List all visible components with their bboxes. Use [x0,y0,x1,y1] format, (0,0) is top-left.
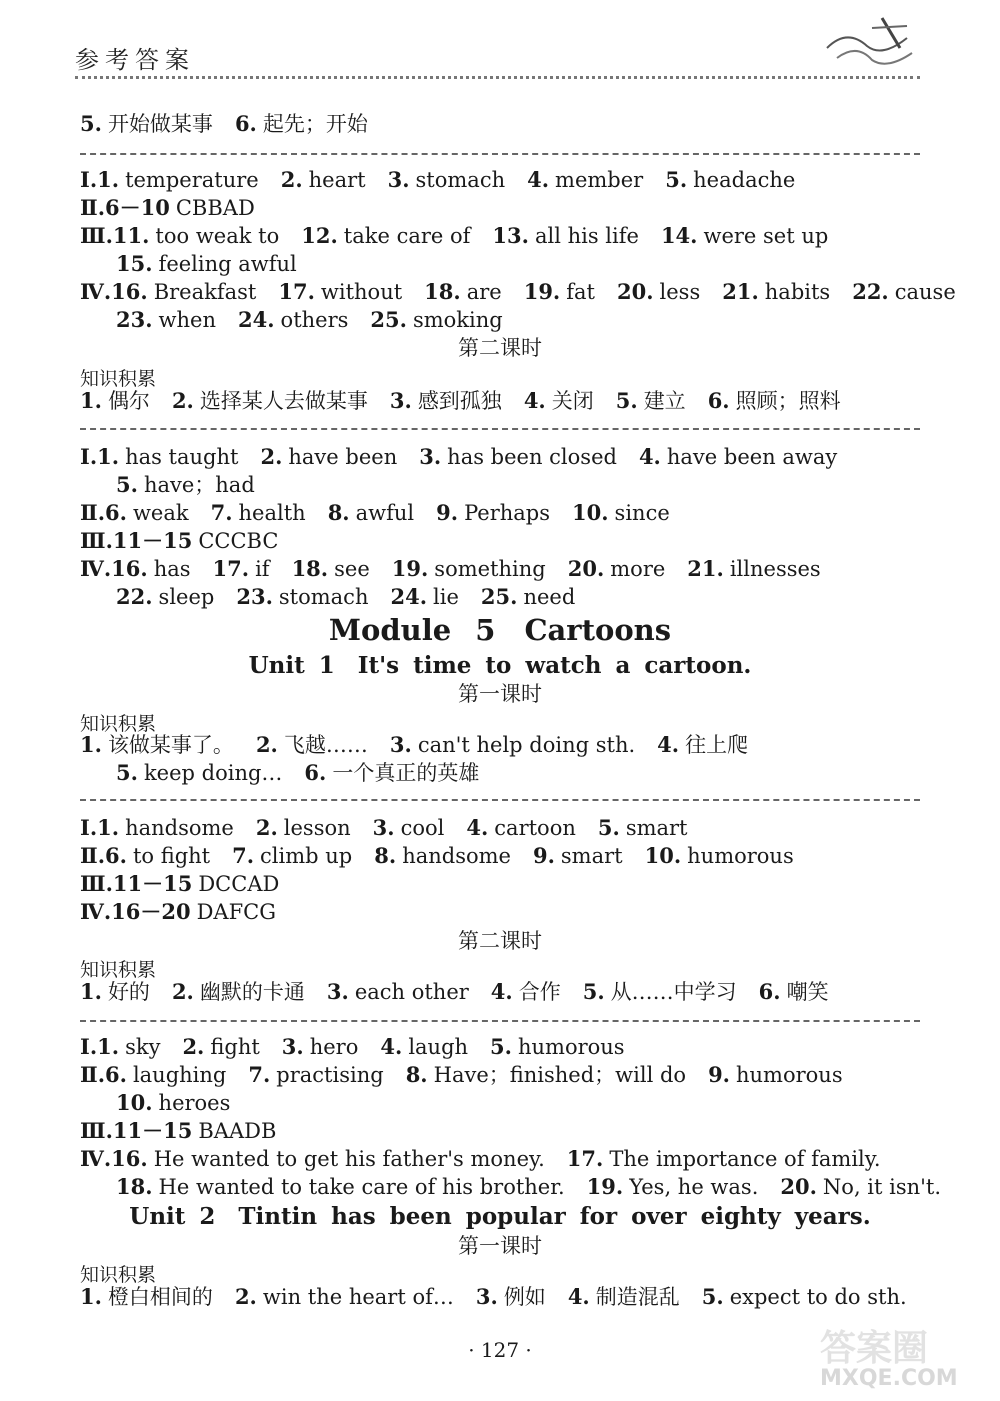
question-number: 25. [480,584,518,609]
unit-title: Unit 2 Tintin has been popular for over eighty years. [129,1203,871,1230]
answer-text: laugh [408,1035,469,1059]
question-number: 2. [280,167,303,192]
answer-text: BAADB [198,1119,277,1143]
question-number: Ⅳ.16. [80,556,148,581]
question-number: Ⅰ.1. [80,1034,120,1059]
answer-line [80,898,920,926]
answer-text: smart [560,844,623,868]
answer-text: handsome [125,816,234,840]
dashed-divider [80,153,920,155]
page-header-title: 参考答案 [75,46,195,74]
answer-text: 合作 [518,980,561,1004]
question-number: 1. [80,979,102,1004]
answer-text: fat [566,280,595,304]
answer-text: Breakfast [153,280,257,304]
question-number: 4. [466,815,489,840]
answer-text: 照顾；照料 [735,389,841,413]
question-number: 4. [523,388,546,413]
answer-text: too weak to [155,224,280,248]
answer-text: habits [764,280,831,304]
question-number: 22. [852,279,889,304]
answer-line [80,1173,942,1201]
answer-text: practising [276,1063,384,1087]
answer-text: have been away [666,445,838,469]
answer-text: since [614,501,670,525]
question-number: 7. [248,1062,271,1087]
answer-text: 开始做某事 [107,112,213,136]
answer-text: 橙白相间的 [107,1285,213,1309]
answer-text: He wanted to take care of his brother. [158,1175,565,1199]
answer-line [80,222,920,250]
question-number: Ⅳ.16. [80,1146,148,1171]
question-number: 24. [238,307,275,332]
question-number: 3. [387,167,410,192]
answer-text: were set up [703,224,829,248]
answer-text: 偶尔 [107,389,150,413]
answer-text: 感到孤独 [417,389,502,413]
answer-text: have；had [143,473,255,497]
answer-text: Perhaps [464,501,550,525]
answer-text: something [434,557,546,581]
question-number: 4. [657,732,680,757]
answer-text: sky [125,1035,161,1059]
question-number: 3. [281,1034,304,1059]
header-divider [75,76,920,79]
answer-line [80,306,920,334]
answer-line [80,387,920,415]
question-number: 8. [374,843,397,868]
answer-text: more [610,557,666,581]
answer-text: has been closed [447,445,617,469]
question-number: 14. [660,223,698,248]
answer-text: He wanted to get his father's money. [153,1147,545,1171]
question-number: 6. [707,388,730,413]
answer-line [80,1117,920,1145]
question-number: 21. [722,279,759,304]
question-number: 3. [389,388,412,413]
answer-text: take care of [343,224,471,248]
answer-text: DAFCG [196,900,277,924]
question-number: 21. [687,556,724,581]
answer-section-7 [80,978,920,1006]
answer-line [80,166,920,194]
question-number: 5. [582,979,605,1004]
question-number: 4. [527,167,550,192]
question-number: 5. [701,1284,724,1309]
answer-text: when [158,308,216,332]
question-number: 1. [80,1284,102,1309]
answer-text: No, it isn't. [822,1175,942,1199]
answer-text: 幽默的卡通 [199,980,305,1004]
answer-text: lie [433,585,459,609]
lesson-title: 第一课时 [458,682,542,706]
answer-text: each other [354,980,469,1004]
answer-text: all his life [534,224,639,248]
question-number: 4. [490,979,513,1004]
answer-text: cause [894,280,956,304]
question-number: 13. [492,223,529,248]
answer-section-4 [80,443,920,611]
answer-text: others [280,308,349,332]
question-number: 5. [116,760,138,785]
question-number: 9. [436,500,459,525]
question-number: 2. [255,732,278,757]
answer-line [80,842,920,870]
answer-text: climb up [260,844,353,868]
question-number: Ⅰ.1. [80,815,120,840]
question-number: 6. [758,979,781,1004]
question-number: Ⅳ.16－20 [80,899,191,924]
answer-text: sleep [158,585,215,609]
answer-text: lesson [283,816,351,840]
answer-line [80,1089,920,1117]
question-number: 23. [236,584,273,609]
question-number: Ⅰ.1. [80,444,120,469]
answer-line [80,870,920,898]
answer-text: humorous [687,844,794,868]
answer-line [80,978,920,1006]
answer-line [80,814,920,842]
answer-section-1 [80,110,920,138]
section-label-knowledge: 知识积累 [80,368,157,390]
answer-line [80,250,920,278]
question-number: 3. [389,732,412,757]
question-number: Ⅲ.11－15 [80,871,193,896]
answer-text: illnesses [729,557,821,581]
question-number: 7. [232,843,255,868]
question-number: 8. [405,1062,428,1087]
question-number: 2. [234,1284,257,1309]
answer-text: headache [693,168,796,192]
answer-line [80,471,920,499]
question-number: 9. [708,1062,730,1087]
question-number: 3. [326,979,349,1004]
answer-text: has taught [125,445,239,469]
answer-text: have been [288,445,398,469]
question-number: 18. [424,279,461,304]
question-number: 20. [616,279,654,304]
question-number: 4. [567,1284,590,1309]
answer-text: Have；finished；will do [433,1063,687,1087]
answer-section-9 [80,1283,920,1311]
answer-text: 飞越…… [283,733,368,757]
answer-section-2 [80,166,956,334]
question-number: 22. [116,584,153,609]
answer-text: temperature [125,168,259,192]
answer-line [80,278,956,306]
answer-line [80,1033,920,1061]
question-number: 19. [391,556,429,581]
question-number: 5. [615,388,638,413]
question-number: 1. [80,388,102,413]
answer-text: hero [309,1035,359,1059]
question-number: Ⅲ.11－15 [80,528,193,553]
answer-text: 好的 [107,980,150,1004]
unit-title: Unit 1 It's time to watch a cartoon. [248,652,752,679]
answer-text: CCCBC [198,529,279,553]
answer-line [80,527,920,555]
answer-text: awful [355,501,415,525]
answer-text: expect to do sth. [729,1285,907,1309]
answer-text: CBBAD [175,196,255,220]
answer-section-5 [80,731,920,787]
question-number: Ⅱ.6－10 [80,195,170,220]
section-label-knowledge: 知识积累 [80,713,157,735]
question-number: 2. [182,1034,205,1059]
lesson-title: 第一课时 [458,1234,542,1258]
page-number: · 127 · [468,1338,532,1362]
answer-text: 一个真正的英雄 [332,761,480,785]
question-number: 19. [523,279,561,304]
answer-text: stomach [415,168,506,192]
question-number: 1. [80,732,102,757]
question-number: 3. [419,444,442,469]
question-number: 23. [116,307,153,332]
question-number: 17. [212,556,250,581]
answer-text: humorous [736,1063,843,1087]
question-number: Ⅳ.16. [80,279,148,304]
answer-text: need [523,585,576,609]
answer-text: health [238,501,306,525]
answer-text: cartoon [494,816,576,840]
answer-text: 关闭 [551,389,594,413]
section-label-knowledge: 知识积累 [80,959,157,981]
module-title: Module 5 Cartoons [328,613,672,647]
answer-text: fight [210,1035,260,1059]
question-number: 6. [234,111,257,136]
question-number: 18. [116,1174,153,1199]
answer-text: 嘲笑 [786,980,829,1004]
answer-text: humorous [517,1035,625,1059]
answer-text: if [255,557,270,581]
answer-section-3 [80,387,920,415]
question-number: 10. [572,500,609,525]
question-number: 24. [390,584,428,609]
answer-text: member [555,168,644,192]
answer-text: less [659,280,701,304]
answer-line [80,731,920,759]
question-number: 15. [116,251,153,276]
answer-text: are [466,280,502,304]
question-number: 4. [638,444,661,469]
question-number: 5. [80,111,102,136]
question-number: Ⅰ.1. [80,167,120,192]
dashed-divider [80,1020,920,1022]
answer-text: 该做某事了。 [107,733,234,757]
question-number: 20. [780,1174,817,1199]
answer-text: 制造混乱 [595,1285,680,1309]
answer-line [80,499,920,527]
answer-line [80,555,920,583]
question-number: 2. [171,979,194,1004]
answer-text: smoking [412,308,503,332]
question-number: 6. [304,760,327,785]
question-number: Ⅲ.11. [80,223,150,248]
answer-text: 往上爬 [685,733,749,757]
question-number: 2. [260,444,283,469]
answer-text: 例如 [503,1285,546,1309]
answer-line [80,443,920,471]
answer-text: feeling awful [158,252,297,276]
question-number: 2. [255,815,278,840]
answer-text: Yes, he was. [629,1175,759,1199]
question-number: Ⅱ.6. [80,843,127,868]
answer-line [80,1061,920,1089]
question-number: 25. [370,307,407,332]
answer-line [80,759,920,787]
question-number: 20. [567,556,605,581]
answer-text: see [334,557,370,581]
question-number: Ⅱ.6. [80,500,127,525]
question-number: 9. [532,843,555,868]
question-number: 10. [116,1090,153,1115]
lesson-title: 第二课时 [458,929,542,953]
question-number: 5. [116,472,138,497]
answer-section-6 [80,814,920,926]
question-number: 17. [278,279,315,304]
watermark-site-text: MXQE.COM [820,1366,958,1391]
dashed-divider [80,428,920,430]
question-number: 8. [327,500,350,525]
answer-text: The importance of family. [609,1147,881,1171]
answer-text: win the heart of… [262,1285,454,1309]
question-number: 18. [291,556,329,581]
answer-text: to fight [132,844,211,868]
question-number: 3. [372,815,395,840]
decorative-ornament-icon [812,8,922,78]
question-number: 12. [301,223,338,248]
answer-text: cool [400,816,445,840]
question-number: 19. [586,1174,624,1199]
question-number: 5. [665,167,688,192]
answer-line [80,583,920,611]
answer-text: 从……中学习 [610,980,737,1004]
answer-section-8 [80,1033,942,1201]
watermark-logo-text: 答案圈 [820,1328,929,1369]
answer-text: smart [625,816,688,840]
answer-text: handsome [402,844,511,868]
answer-text: 选择某人去做某事 [199,389,368,413]
question-number: 5. [597,815,620,840]
answer-text: DCCAD [198,872,280,896]
dashed-divider [80,799,920,801]
answer-text: weak [132,501,189,525]
question-number: 2. [171,388,194,413]
answer-line [80,1145,920,1173]
answer-text: 起先；开始 [262,112,368,136]
answer-text: heroes [158,1091,231,1115]
answer-text: laughing [132,1063,227,1087]
answer-line [80,110,920,138]
question-number: 17. [566,1146,604,1171]
answer-text: keep doing… [143,761,283,785]
answer-text: has [153,557,191,581]
question-number: Ⅲ.11－15 [80,1118,193,1143]
question-number: 7. [210,500,233,525]
lesson-title: 第二课时 [458,336,542,360]
question-number: 3. [475,1284,498,1309]
question-number: 4. [380,1034,403,1059]
answer-text: without [320,280,403,304]
answer-text: 建立 [643,389,686,413]
answer-text: heart [308,168,366,192]
answer-text: can't help doing sth. [417,733,636,757]
question-number: Ⅱ.6. [80,1062,127,1087]
question-number: 5. [490,1034,512,1059]
answer-line [80,1283,920,1311]
answer-text: stomach [278,585,369,609]
answer-line [80,194,920,222]
question-number: 10. [644,843,682,868]
section-label-knowledge: 知识积累 [80,1264,157,1286]
